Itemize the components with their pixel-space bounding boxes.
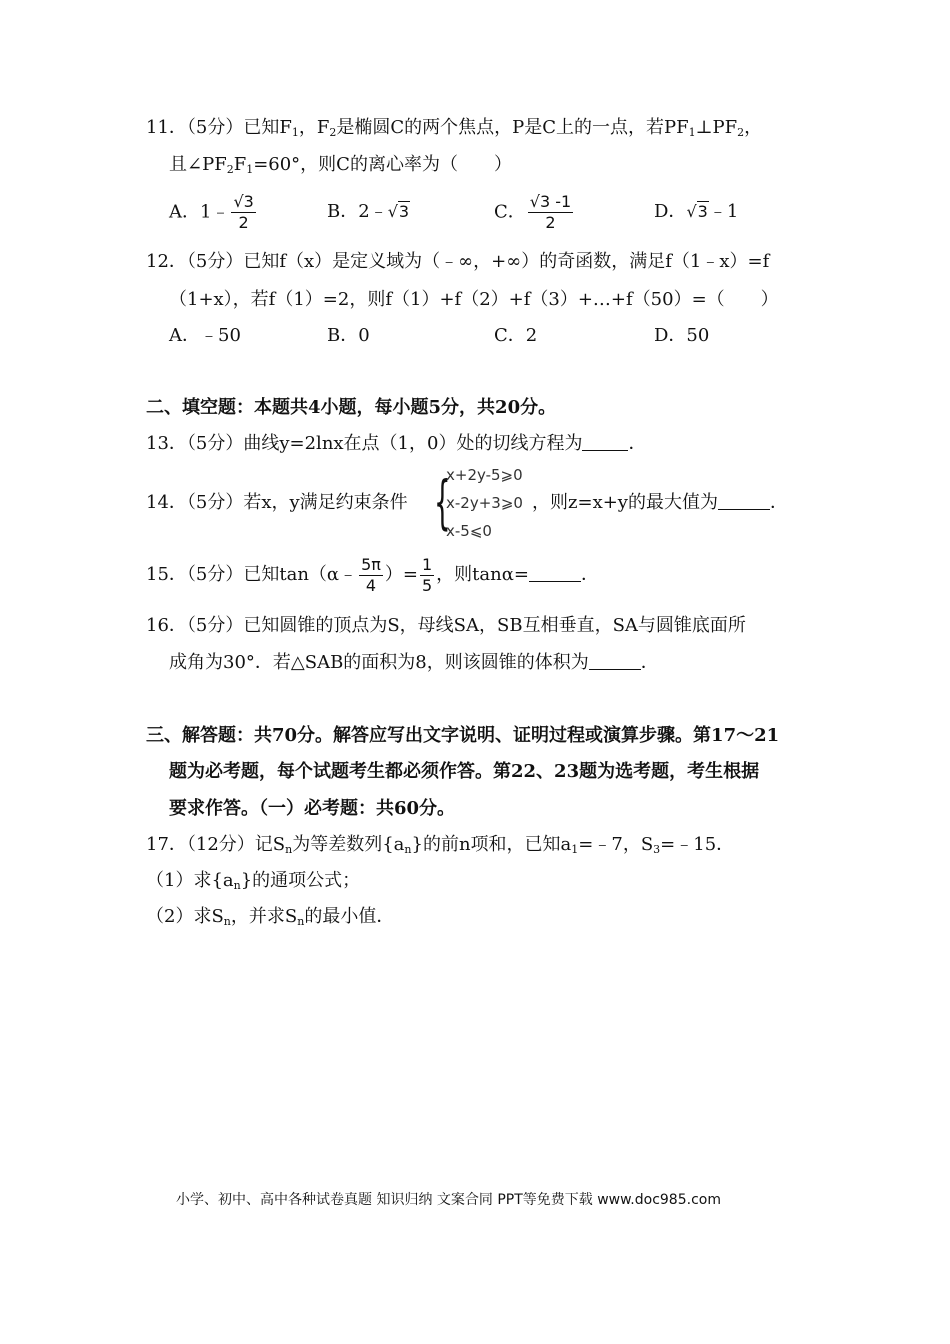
subscript: n <box>297 915 305 928</box>
q11-option-b <box>327 200 410 224</box>
q17-text: }的通项公式； <box>240 870 361 891</box>
q12-stem-line1: 12．（5分）已知f（x）是定义域为（﹣∞，+∞）的奇函数，满足f（1﹣x）=f <box>146 251 770 272</box>
q17-stem <box>146 833 734 857</box>
q11-text: 且∠PF <box>169 154 227 175</box>
subscript: 3 <box>653 843 661 856</box>
q17-text: （1）求{a <box>146 870 234 891</box>
q11-stem-line2 <box>169 153 512 177</box>
q13-text: 13．（5分）曲线y=2lnx在点（1，0）处的切线方程为 <box>146 433 583 454</box>
subscript: n <box>233 879 241 892</box>
subscript: n <box>404 843 412 856</box>
q15-text: ）= <box>384 564 418 585</box>
answer-blank <box>589 653 641 670</box>
q17-part2 <box>146 905 394 929</box>
subscript: n <box>285 843 293 856</box>
q11-text: ， <box>744 117 763 138</box>
q14-text: ，则z=x+y的最大值为 <box>532 492 718 513</box>
q15-text: ，则tanα= <box>436 564 529 585</box>
subscript: 1 <box>291 126 299 139</box>
constraint-1: x+2y-5⩾0 <box>446 466 523 484</box>
fraction <box>231 192 255 233</box>
q11-stem-line1 <box>146 116 762 140</box>
subscript: 2 <box>329 126 337 139</box>
q16-text: 成角为30°．若△SAB的面积为8，则该圆锥的体积为 <box>169 652 589 673</box>
fraction <box>420 555 434 596</box>
q11-text: 11．（5分）已知F <box>146 117 292 138</box>
q11-text: ，F <box>298 117 330 138</box>
q11-text: 是椭圆C的两个焦点，P是C上的一点，若PF <box>336 117 689 138</box>
option-label: D． <box>654 201 687 222</box>
radicand: 3 <box>697 202 708 221</box>
q11-text: F <box>233 154 247 175</box>
subscript: 1 <box>246 163 254 176</box>
q12-stem-line2: （1+x），若f（1）=2，则f（1）+f（2）+f（3）+…+f（50）=（ ） <box>169 289 779 310</box>
fraction-numerator: √3 <box>233 192 254 211</box>
constraint-2: x-2y+3⩾0 <box>446 494 523 512</box>
q17-text: 17．（12分）记S <box>146 834 286 855</box>
q17-text: （2）求S <box>146 906 224 927</box>
q16-stem-line2 <box>169 651 659 675</box>
answer-blank <box>718 493 770 510</box>
subscript: n <box>223 915 231 928</box>
subscript: 2 <box>737 126 745 139</box>
section3-heading-line1: 三、解答题：共70分。解答应写出文字说明、证明过程或演算步骤。第17～21 <box>146 725 780 746</box>
q15-text: 15．（5分）已知tan（α﹣ <box>146 564 358 585</box>
q11-option-d <box>654 200 738 224</box>
q11-text: ⊥PF <box>695 117 738 138</box>
fraction-numerator: 5π <box>361 554 381 574</box>
q17-part1 <box>146 869 360 893</box>
sqrt-expression: √3 <box>686 202 708 221</box>
q12-option-a: A．﹣50 <box>169 325 241 346</box>
q11-option-a <box>169 192 258 233</box>
left-brace-icon: { <box>434 468 451 536</box>
sqrt-expression: √3 <box>387 202 410 221</box>
answer-blank <box>582 434 628 451</box>
q16-stem-line1: 16．（5分）已知圆锥的顶点为S，母线SA，SB互相垂直，SA与圆锥底面所 <box>146 615 746 636</box>
q17-text: }的前n项和，已知a <box>411 834 572 855</box>
fraction <box>359 555 383 596</box>
q12-option-c: C．2 <box>494 325 538 346</box>
q17-text: 为等差数列{a <box>292 834 405 855</box>
section3-heading-line3: 要求作答。（一）必考题：共60分。 <box>169 798 456 819</box>
fraction-denominator: 2 <box>238 213 249 232</box>
q14-stem-after <box>532 491 788 515</box>
q14-stem-before: 14．（5分）若x，y满足约束条件 <box>146 492 408 513</box>
option-label: B．2﹣ <box>327 201 388 222</box>
section3-heading-line2: 题为必考题，每个试题考生都必须作答。第22、23题为选考题，考生根据 <box>169 761 760 782</box>
q14-text: ． <box>769 492 788 513</box>
subscript: 1 <box>571 843 579 856</box>
q16-text: ． <box>640 652 659 673</box>
subscript: 1 <box>688 126 696 139</box>
fraction-numerator: 1 <box>421 554 433 574</box>
fraction-denominator: 2 <box>545 213 556 232</box>
q17-text: =﹣15． <box>660 834 735 855</box>
fraction-denominator: 5 <box>421 575 433 595</box>
q12-option-d: D．50 <box>654 325 710 346</box>
q13-text: ． <box>628 433 647 454</box>
section2-heading: 二、填空题：本题共4小题，每小题5分，共20分。 <box>146 397 557 418</box>
q17-text: ，并求S <box>230 906 298 927</box>
q17-text: =﹣7，S <box>578 834 654 855</box>
option-label: A．1﹣ <box>169 201 230 223</box>
fraction-denominator: 4 <box>365 575 377 595</box>
option-text: ﹣1 <box>708 201 739 222</box>
q11-option-c <box>494 192 575 233</box>
subscript: 2 <box>226 163 234 176</box>
page-footer: 小学、初中、高中各种试卷真题 知识归纳 文案合同 PPT等免费下载 www.doc985.com <box>176 1192 721 1208</box>
q11-text: =60°，则C的离心率为（ ） <box>253 154 512 175</box>
answer-blank <box>529 565 581 582</box>
constraint-3: x-5⩽0 <box>446 522 492 540</box>
fraction-numerator: √3 -1 <box>529 192 572 211</box>
q17-text: 的最小值． <box>304 906 395 927</box>
q15-stem <box>146 553 599 597</box>
option-label: C． <box>494 201 526 223</box>
fraction <box>528 192 573 233</box>
q15-text: ． <box>580 564 599 585</box>
q13-stem <box>146 432 646 456</box>
radicand: 3 <box>398 202 410 221</box>
q12-option-b: B．0 <box>327 325 370 346</box>
